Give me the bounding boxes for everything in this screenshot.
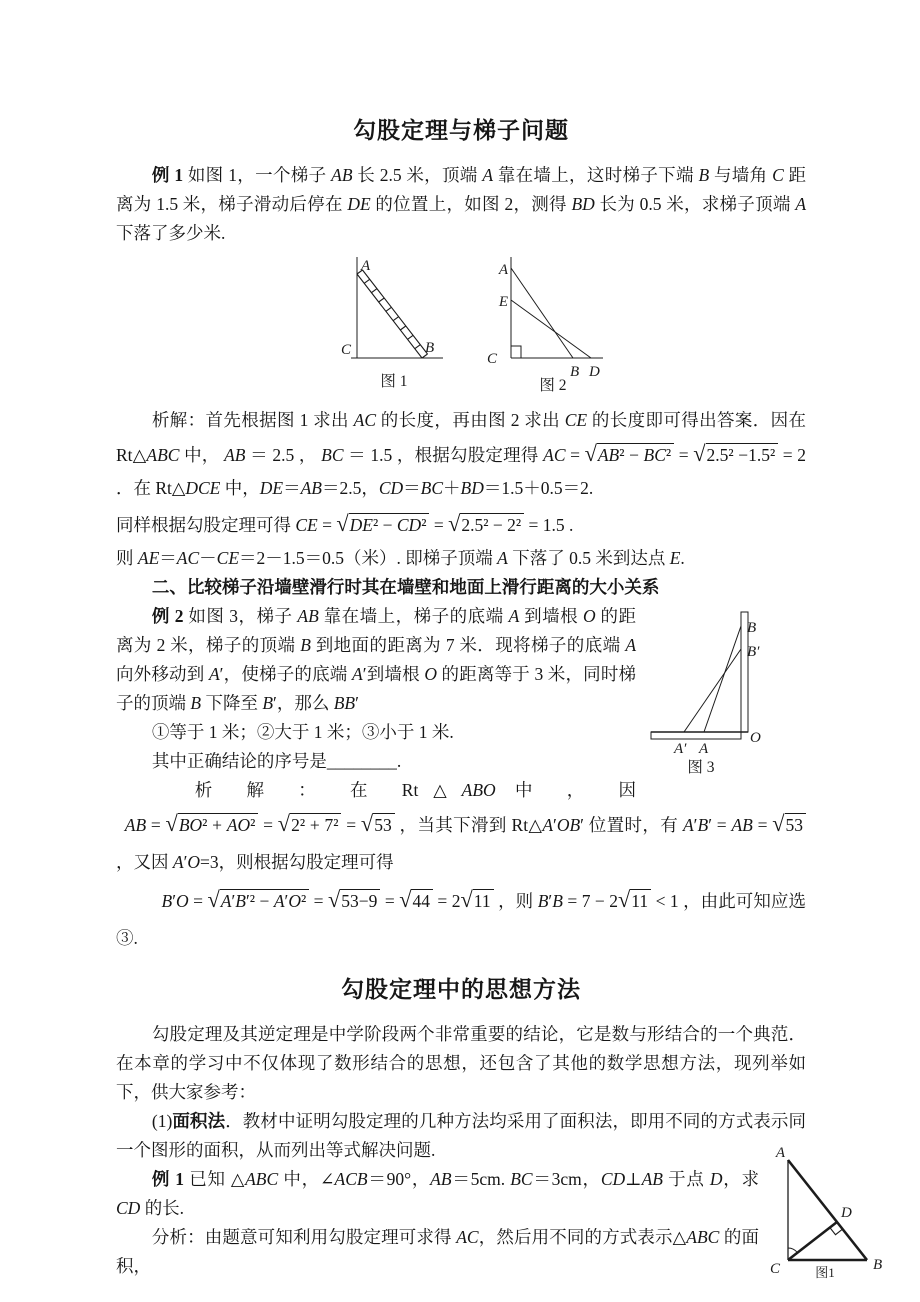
angle-arc [788, 1248, 797, 1253]
ladder-ab-prime [684, 649, 741, 732]
point-label-e: E [498, 294, 508, 310]
figure-1 [331, 252, 457, 394]
point-label-b: B [570, 364, 580, 380]
triangle [788, 1160, 867, 1260]
para-answer-prompt: 其中正确结论的序号是________. [151, 751, 402, 771]
para-example2: 例 2 如图 3，梯子 AB 靠在墙上，梯子的底端 A 到墙根 O 的距离为 2 米，梯子的顶端 B 到地面的距离为 7 米．现将梯子的底端 A 向外移动到 A′，使梯子的底端 A′到墙根 O 的距离等于 3 米，同时梯子的顶端 B 下降至 B′，那么 BB′ [116, 606, 637, 713]
figure-3 [646, 602, 818, 780]
para-example1-article2: 例 1 已知 △ABC 中，∠ACB＝90°，AB＝5cm. BC＝3cm，CD⊥AB 于点 D，求 CD 的长. [116, 1169, 760, 1218]
point-label-d: D [589, 364, 600, 380]
para-method1: (1)面积法．教材中证明勾股定理的几种方法均采用了面积法，即用不同的方式表示同一个图形的面积，从而列出等式解决问题. [116, 1111, 807, 1160]
point-label-d: D [841, 1205, 852, 1221]
point-label-a: A [498, 262, 508, 278]
figure-1-caption: 图 1 [380, 373, 408, 390]
sqrt-radical: √2² + 7² [278, 815, 342, 835]
sqrt-radical: √11 [618, 891, 651, 911]
para-analysis1: 析解：首先根据图 1 求出 AC 的长度，再由图 2 求出 CE 的长度即可得出答案．因在 Rt△ABC 中， AB ＝ 2.5 ， BC ＝ 1.5 ，根据勾股定理得 AC = √AB² − BC² = √2.5² −1.5² = 2 ．在 Rt△DCE 中，DE＝AB＝2.5，CD＝BC＋BD＝1.5＋0.5＝2. [116, 410, 807, 498]
figure-row [140, 252, 806, 394]
para-example1: 例 1 如图 1，一个梯子 AB 长 2.5 米，顶端 A 靠在墙上，这时梯子下端 B 与墙角 C 距离为 1.5 米，梯子滑动后停在 DE 的位置上，如图 2，测得 BD 长为 0.5 米，求梯子顶端 A 下落了多少米. [116, 165, 807, 243]
sqrt-radical: √AB² − BC² [585, 445, 675, 465]
side-ab [788, 1160, 867, 1260]
figure-2-caption: 图 2 [539, 377, 567, 394]
point-label-a: A [775, 1145, 785, 1161]
sqrt-radical: √53 [772, 815, 806, 835]
para-analysis2-intro: 析 解 ： 在 Rt△ABO 中 ， 因 [194, 780, 636, 800]
ladder [357, 270, 428, 358]
sqrt-radical: √2.5² −1.5² [693, 445, 778, 465]
sqrt-radical: √A′B′² − A′O² [207, 891, 309, 911]
article2-title: 勾股定理中的思想方法 [341, 977, 581, 1002]
para-intro2: 勾股定理及其逆定理是中学阶段两个非常重要的结论，它是数与形结合的一个典范．在本章的学习中不仅体现了数形结合的思想，还包含了其他的数学思想方法，现列举如下，供大家参考： [116, 1024, 806, 1102]
ladder-ed [511, 300, 591, 358]
sqrt-radical: √11 [461, 891, 494, 911]
ground-hatching [651, 732, 741, 739]
figure-4-caption: 图1 [815, 1265, 835, 1280]
point-label-b: B [873, 1257, 883, 1273]
point-label-c: C [341, 342, 352, 358]
para-analysis-article2: 分析：由题意可知利用勾股定理可求得 AC，然后用不同的方式表示△ABC 的面积， [116, 1227, 759, 1276]
sqrt-radical: √DE² − CD² [336, 515, 429, 535]
sqrt-radical: √2.5² − 2² [448, 515, 524, 535]
para-options: ①等于 1 米；②大于 1 米；③小于 1 米. [151, 722, 454, 742]
figure-2 [485, 252, 615, 394]
section2-heading: 二、比较梯子沿墙壁滑行时其在墙壁和地面上滑行距离的大小关系 [151, 577, 660, 597]
point-label-a: A [361, 258, 371, 274]
sqrt-radical: √53 [361, 815, 395, 835]
point-label-a-prime: A′ [674, 741, 687, 757]
article1-title: 勾股定理与梯子问题 [353, 118, 569, 143]
sqrt-radical: √BO² + AO² [166, 815, 259, 835]
altitude-cd [788, 1222, 837, 1260]
ladder-ab [511, 268, 573, 358]
point-label-b: B [425, 340, 435, 356]
point-label-b-prime: B′ [747, 644, 760, 660]
point-label-c: C [486, 351, 497, 367]
sqrt-radical: √44 [399, 891, 433, 911]
point-label-o: O [750, 730, 761, 746]
point-label-b: B [747, 620, 757, 636]
para-analysis1c: 则 AE＝AC－CE＝2－1.5＝0.5（米）. 即梯子顶端 A 下落了 0.5 米到达点 E. [116, 548, 685, 568]
para-analysis1b: 同样根据勾股定理可得 CE = √DE² − CD² = √2.5² − 2² = 1.5 . [116, 511, 574, 536]
right-angle-mark [511, 346, 521, 358]
sqrt-radical: √53−9 [328, 891, 380, 911]
point-label-a: A [699, 741, 709, 757]
para-analysis2-formula: AB = √BO² + AO² = √2² + 7² = √53 ，当其下滑到 Rt△A′OB′ 位置时，有 A′B′ = AB = √53 ，又因 A′O=3，则根据勾股定理可得 [116, 805, 806, 881]
figure-3-caption: 图 3 [687, 759, 715, 776]
ladder-rungs [364, 279, 420, 348]
para-analysis2-result: B′O = √A′B′² − A′O² = √53−9 = √44 = 2√11 ，则 B′B = 7 − 2√11 < 1 ，由此可知应选③. [116, 887, 807, 948]
figure-4 [767, 1145, 912, 1297]
ladder-ab [704, 626, 741, 732]
point-label-c: C [769, 1261, 780, 1277]
